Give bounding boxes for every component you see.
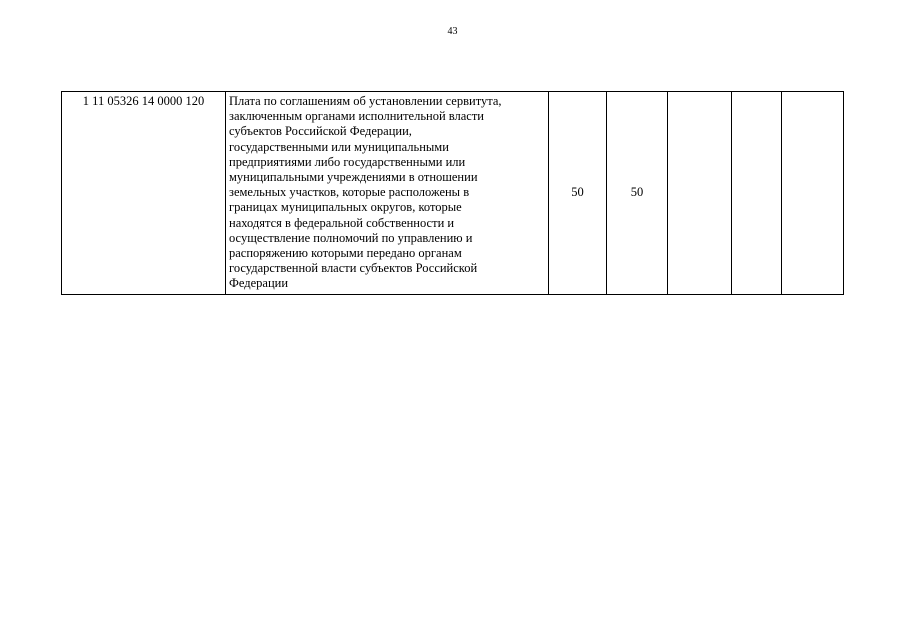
income-name-cell (226, 92, 549, 295)
income-name-line: осуществление полномочий по управлению и (229, 230, 473, 245)
budget-classification-code-cell: 1 11 05326 14 0000 120 (62, 92, 226, 295)
value-cell-5 (782, 92, 844, 295)
income-name-line: государственными или муниципальными (229, 139, 449, 154)
income-name-line: субъектов Российской Федерации, (229, 124, 412, 139)
table-row (62, 92, 844, 295)
income-name-line: распоряжению которыми передано органам (229, 246, 462, 261)
income-name-line: предприятиями либо государственными или (229, 154, 466, 169)
income-name-line: границах муниципальных округов, которые (229, 200, 462, 215)
income-name-line: государственной власти субъектов Российской (229, 261, 478, 276)
page-number: 43 (447, 26, 458, 37)
income-name-line: Плата по соглашениям об установлении сервитута, (229, 94, 502, 108)
value-cell-2: 50 (607, 92, 668, 295)
value-cell-3 (668, 92, 732, 295)
value-cell-4 (732, 92, 782, 295)
income-name-line: Федерации (229, 276, 289, 291)
income-name-line: земельных участков, которые расположены в (229, 185, 470, 200)
income-name-line: муниципальными учреждениями в отношении (229, 170, 478, 185)
income-name-line: заключенным органами исполнительной власти (229, 109, 484, 124)
value-cell-1: 50 (549, 92, 607, 295)
income-name-line: находятся в федеральной собственности и (229, 215, 455, 230)
budget-table (61, 91, 844, 295)
